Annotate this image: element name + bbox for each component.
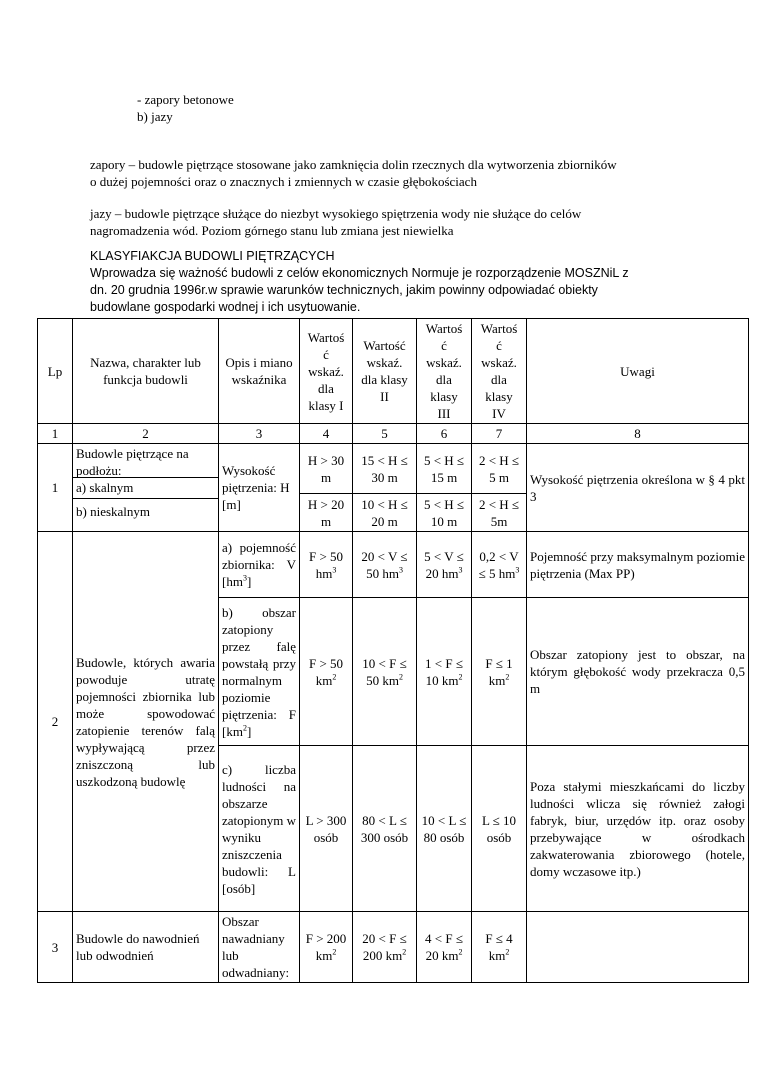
table-row	[38, 912, 749, 983]
header-klasa-3: Wartoś ć wskaź. dla klasy III	[417, 319, 472, 424]
header-uwagi: Uwagi	[527, 319, 749, 424]
row3-klasa1: F > 200 $km^2$	[300, 912, 353, 983]
row2-c-klasa3: 10 < L ≤ 80 osób	[417, 746, 472, 912]
row3-klasa2: 20 < F ≤ 200 $km^2$	[353, 912, 417, 983]
row2-b-uwagi: Obszar zatopiony jest to obszar, na którym głębokość wody przekracza 0,5 m	[527, 598, 749, 746]
row3-name: Budowle do nawodnień lub odwodnień	[73, 912, 219, 983]
row1-uwagi: Wysokość piętrzenia określona w § 4 pkt 3	[527, 444, 749, 532]
header-opis: Opis i miano wskaźnika	[219, 319, 300, 424]
col-number: 1	[38, 424, 73, 444]
list-item-zapory-betonowe: - zapory betonowe	[137, 92, 234, 107]
intro-para-line3: budowlane gospodarki wodnej i ich usytuowanie.	[90, 300, 361, 314]
table-row	[38, 532, 749, 598]
col-number: 8	[527, 424, 749, 444]
row2-c-klasa1: L > 300 osób	[300, 746, 353, 912]
row3-lp: 3	[38, 912, 73, 983]
classification-table	[37, 318, 749, 983]
row1-b-klasa1: H > 20 m	[300, 494, 353, 532]
header-row	[38, 319, 749, 424]
row2-c-klasa4: L ≤ 10 osób	[472, 746, 527, 912]
intro-para-line1: Wprowadza się ważność budowli z celów ekonomicznych Normuje je rozporządzenie MOSZNiL z	[90, 266, 629, 280]
row1-a-klasa1: H > 30 m	[300, 444, 353, 494]
section-heading: KLASYFIAKCJA BUDOWLI PIĘTRZĄCYCH	[90, 249, 335, 263]
header-klasa-4: Wartoś ć wskaź. dla klasy IV	[472, 319, 527, 424]
row2-a-opis: a) pojemność zbiornika: V $[hm^3]$	[219, 532, 300, 598]
row2-b-opis: b) obszar zatopiony przez falę powstałą przy normalnym poziomie piętrzenia: F $[km^2]$	[219, 598, 300, 746]
row2-lp: 2	[38, 532, 73, 912]
column-number-row	[38, 424, 749, 444]
definition-zapory-line1: zapory – budowle piętrzące stosowane jako zamknięcia dolin rzecznych dla wytworzenia zbiorników	[90, 157, 617, 172]
col-number: 2	[73, 424, 219, 444]
row2-c-klasa2: 80 < L ≤ 300 osób	[353, 746, 417, 912]
definition-jazy-line2: nagromadzenia wód. Poziom górnego stanu lub zmiana jest niewielka	[90, 223, 454, 238]
row3-opis: Obszar nawadniany lub odwadniany:	[219, 912, 300, 983]
row1-b-klasa2: 10 < H ≤ 20 m	[353, 494, 417, 532]
row2-b-klasa3: 1 < F ≤ 10 $km^2$	[417, 598, 472, 746]
col-number: 6	[417, 424, 472, 444]
definition-jazy-line1: jazy – budowle piętrzące służące do niezbyt wysokiego spiętrzenia wody nie służące do celów	[90, 206, 582, 221]
table-row	[38, 444, 749, 494]
col-number: 4	[300, 424, 353, 444]
row2-a-uwagi: Pojemność przy maksymalnym poziomie piętrzenia (Max PP)	[527, 532, 749, 598]
row2-a-klasa1: F > 50 $hm^3$	[300, 532, 353, 598]
header-klasa-1: Wartoś ć wskaź. dla klasy I	[300, 319, 353, 424]
row1-a-klasa4: 2 < H ≤ 5 m	[472, 444, 527, 494]
row1-lp: 1	[38, 444, 73, 532]
col-number: 3	[219, 424, 300, 444]
row3-uwagi	[527, 912, 749, 983]
row1-opis: Wysokość piętrzenia: H [m]	[219, 444, 300, 532]
header-klasa-2: Wartość wskaź. dla klasy II	[353, 319, 417, 424]
row2-a-klasa4: 0,2 < V ≤ 5 $hm^3$	[472, 532, 527, 598]
header-name: Nazwa, charakter lub funkcja budowli	[73, 319, 219, 424]
row2-b-klasa4: F ≤ 1 $km^2$	[472, 598, 527, 746]
row1-b-klasa4: 2 < H ≤ 5m	[472, 494, 527, 532]
row2-name: Budowle, których awaria powoduje utratę pojemności zbiornika lub może spowodować zatopienie terenów falą wypływającą przez zniszczoną lub uszkodzoną budowlę	[73, 532, 219, 912]
list-item-jazy: b) jazy	[137, 109, 173, 124]
row3-klasa4: F ≤ 4 $km^2$	[472, 912, 527, 983]
row1-a-klasa3: 5 < H ≤ 15 m	[417, 444, 472, 494]
col-number: 5	[353, 424, 417, 444]
header-lp: Lp	[38, 319, 73, 424]
row1-b-klasa3: 5 < H ≤ 10 m	[417, 494, 472, 532]
row2-a-klasa2: 20 < V ≤ 50 $hm^3$	[353, 532, 417, 598]
row2-c-uwagi: Poza stałymi mieszkańcami do liczby ludności wlicza się również załogi fabryk, biur, urzędów itp. oraz osoby przebywające w ośrodkach zakwaterowania zbiorowego (hotele, domy wczasowe itp.)	[527, 746, 749, 912]
col-number: 7	[472, 424, 527, 444]
intro-para-line2: dn. 20 grudnia 1996r.w sprawie warunków technicznych, jakim powinny odpowiadać obiekty	[90, 283, 598, 297]
row2-b-klasa1: F > 50 $km^2$	[300, 598, 353, 746]
row3-klasa3: 4 < F ≤ 20 $km^2$	[417, 912, 472, 983]
row2-b-klasa2: 10 < F ≤ 50 $km^2$	[353, 598, 417, 746]
row1-name: Budowle piętrzące na podłożu: a) skalnym b) nieskalnym	[73, 444, 219, 532]
row2-c-opis: c) liczba ludności na obszarze zatopionym w wyniku zniszczenia budowli: L [osób]	[219, 746, 300, 912]
row1-a-klasa2: 15 < H ≤ 30 m	[353, 444, 417, 494]
definition-zapory-line2: o dużej pojemności oraz o znacznych i zmiennych w czasie głębokościach	[90, 174, 477, 189]
row2-a-klasa3: 5 < V ≤ 20 $hm^3$	[417, 532, 472, 598]
